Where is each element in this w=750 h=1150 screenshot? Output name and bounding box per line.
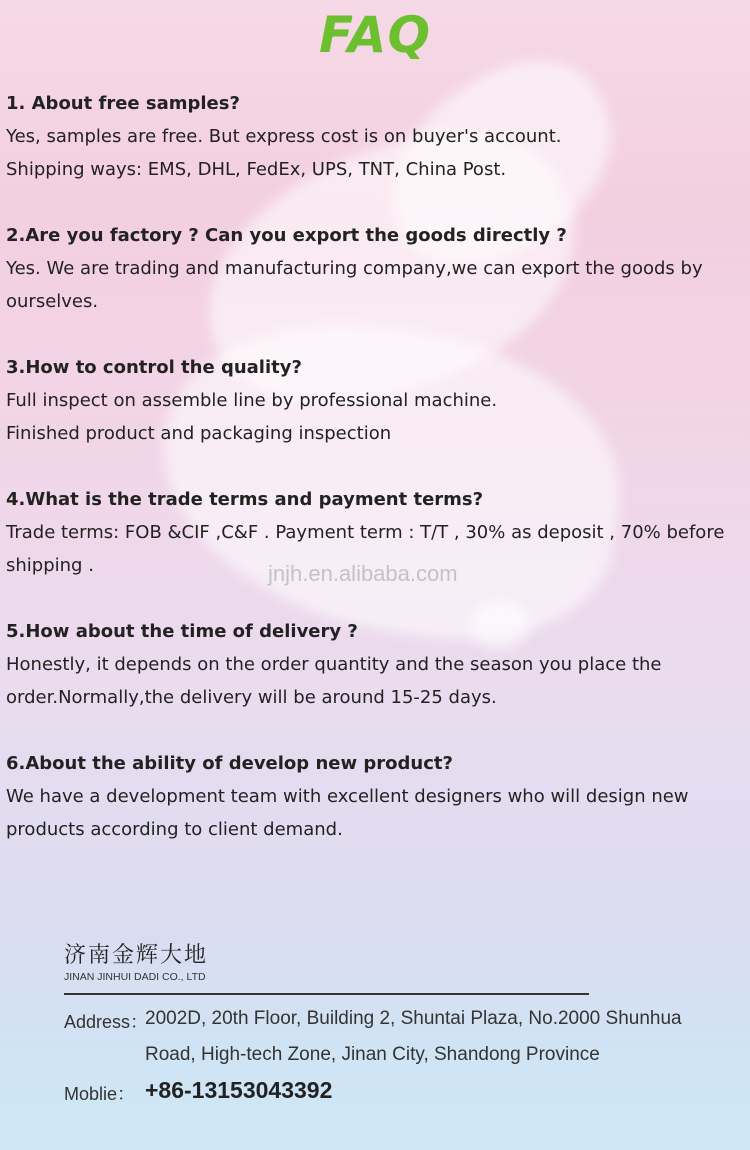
company-logo — [64, 938, 604, 983]
watermark: jnjh.en.alibaba.com — [268, 561, 458, 586]
faq-question: 5.How about the time of delivery ? — [6, 621, 358, 642]
faq-answer-line: Yes. We are trading and manufacturing company,we can export the goods by ourselves. — [6, 258, 703, 312]
faq-answer-line: Full inspect on assemble line by professional machine. — [6, 390, 498, 411]
faq-item — [6, 219, 744, 318]
faq-question: 1. About free samples? — [6, 93, 240, 114]
page-title: FAQ — [319, 6, 431, 64]
faq-item — [6, 87, 744, 186]
faq-question: 3.How to control the quality? — [6, 357, 302, 378]
faq-question: 2.Are you factory ? Can you export the goods directly ? — [6, 225, 567, 246]
faq-question: 4.What is the trade terms and payment terms? — [6, 489, 484, 510]
faq-answer-line: Honestly, it depends on the order quantity and the season you place the order.Normally,the delivery will be around 15-25 days. — [6, 654, 662, 708]
faq-answer-line: Finished product and packaging inspection — [6, 423, 392, 444]
faq-item — [6, 351, 744, 450]
faq-item — [6, 615, 744, 714]
faq-answer-line: Trade terms: FOB &CIF ,C&F . Payment term : T/T , 30% as deposit , 70% before shipping . — [6, 522, 725, 576]
company-name-en: JINAN JINHUI DADI CO., LTD — [64, 971, 206, 983]
divider — [64, 993, 589, 995]
address-label: Address： — [64, 1012, 149, 1032]
faq-answer-line: Yes, samples are free. But express cost is on buyer's account. — [6, 126, 562, 147]
address-line: Road, High-tech Zone, Jinan City, Shandong Province — [145, 1044, 600, 1065]
faq-question: 6.About the ability of develop new product? — [6, 753, 453, 774]
faq-answer-line: Shipping ways: EMS, DHL, FedEx, UPS, TNT, China Post. — [6, 159, 507, 180]
mobile-number: +86-13153043392 — [145, 1077, 333, 1103]
faq-answer-line: We have a development team with excellent designers who will design new products according to client demand. — [6, 786, 689, 840]
company-name-cn: 济南金辉大地 — [64, 942, 209, 967]
address-line: 2002D, 20th Floor, Building 2, Shuntai Plaza, No.2000 Shunhua — [145, 1008, 682, 1029]
faq-list — [6, 87, 744, 879]
faq-item — [6, 747, 744, 846]
mobile-label: Moblie： — [64, 1084, 136, 1104]
